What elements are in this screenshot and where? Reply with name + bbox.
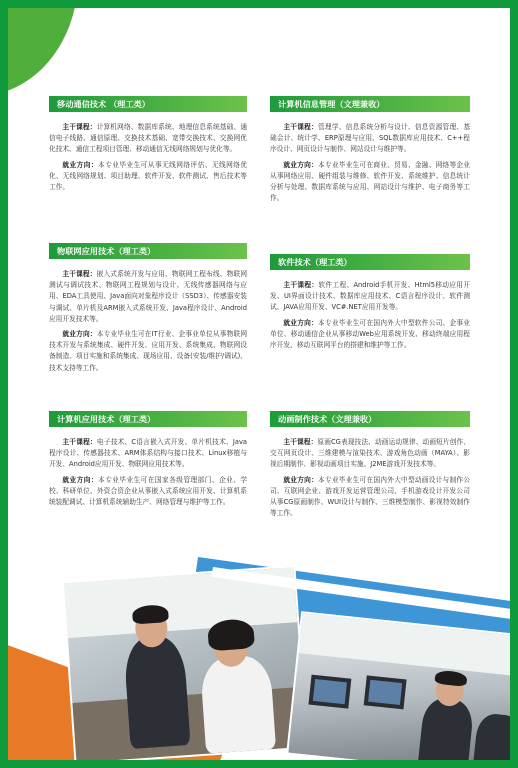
main-courses (270, 280, 470, 314)
section-software-technology (270, 254, 470, 355)
career-label: 就业方向： (62, 160, 98, 169)
photo-student-girl (200, 654, 276, 754)
brochure-page (8, 8, 510, 760)
section-animation-production (270, 411, 470, 523)
main-courses-label: 主干课程： (62, 270, 97, 278)
career-direction (49, 329, 247, 374)
section-iot-application (49, 243, 247, 378)
career-direction (270, 475, 470, 520)
main-courses-text: 电子技术、C语言嵌入式开发、单片机技术、Java程序设计、传感器技术、ARM体系结构与接口技术、Linux移植与开发、Android应用开发、物联网应用技术等。 (49, 438, 247, 469)
career-text: 本专业毕业生可在国内外大中型软件公司、企事业单位、移动通信企业从事移动Web应用系统开发、移动终端应用程序开发、移动互联网平台的搭建和维护等工作。 (270, 318, 471, 350)
main-courses-label: 主干课程： (283, 281, 319, 289)
students-lab-photo (62, 565, 308, 760)
career-label: 就业方向： (62, 475, 98, 484)
career-label: 就业方向： (283, 160, 318, 169)
main-courses (49, 269, 247, 325)
main-courses-label: 主干课程： (62, 438, 97, 446)
section-title: 计算机应用技术（理工类） (49, 411, 247, 427)
main-courses (270, 437, 470, 471)
photo-screen (368, 680, 402, 705)
section-title: 软件技术（理工类） (270, 254, 470, 270)
section-title: 移动通信技术 （理工类） (49, 96, 247, 112)
photo-student-boy (123, 635, 191, 749)
main-courses-text: 管理学、信息系统分析与设计、信息资源管理、基础会计、统计学、ERP原理与应用、SQL数据库应用技术、C++程序设计、网页设计与制作、网站设计与维护等。 (270, 123, 471, 154)
main-courses (49, 437, 247, 471)
section-computer-application (49, 411, 247, 512)
section-title: 动画制作技术（文理兼收） (270, 411, 470, 427)
green-corner-decoration (8, 8, 78, 96)
career-label: 就业方向： (283, 475, 318, 484)
career-text: 本专业毕业生可从事无线网络评估、无线网络优化、无线网络规划、项目助理、软件开发、软件测试、售后技术等工作。 (49, 160, 248, 192)
career-label: 就业方向： (62, 330, 97, 339)
main-courses (270, 122, 470, 156)
career-direction (270, 160, 470, 205)
section-title: 计算机信息管理（文理兼收） (270, 96, 470, 112)
career-text: 本专业毕业生可在IT行业、企事业单位从事物联网技术开发与系统集成、硬件开发、应用开发、系统集成、物联网设备制造、项目实施和系统集成、现场应用、设备(安装/维护/调试)、技术支持等工作。 (49, 330, 248, 372)
career-label: 就业方向： (283, 318, 318, 327)
career-direction (270, 318, 470, 352)
section-mobile-communication (49, 96, 247, 197)
main-courses-text: 嵌入式系统开发与应用、物联网工程布线、物联网测试与调试技术、物联网工程规划与设计、无线传感器网络与应用、EDA工具使用、Java面向对象程序设计（SSD3）、传感器安装与调试、单片机及ARM嵌入式系统开发、Java程序设计、Android应用开发技术等。 (49, 270, 248, 323)
career-text: 本专业毕业生可在国内外大中型动画设计与制作公司、互联网企业、游戏开发运营管理公司、手机游戏设计开发公司从事CG原画制作、WUI设计与制作、三维模型制作、影视特效制作等工作。 (270, 475, 471, 518)
career-direction (49, 160, 247, 194)
main-courses-text: 计算机网络、数据库系统、地理信息系统基础、通信电子线路、通信原理、交换技术基础、宽带交换技术、交换网优化技术、通信工程项目管理、移动通信无线网络规划与优化等。 (49, 123, 248, 154)
main-courses-text: 软件工程、Android手机开发、Html5移动应用开发、UI界面设计技术、数据库应用技术、C语言程序设计、软件测试、JAVA应用开发、VC#.NET应用开发等。 (270, 281, 471, 312)
photo-student (418, 697, 475, 760)
career-direction (49, 475, 247, 509)
section-title: 物联网应用技术（理工类） (49, 243, 247, 259)
section-computer-info-management (270, 96, 470, 208)
photo-student (472, 712, 510, 760)
main-courses-text: 原画CG表现技法、动画运动规律、动画短片创作、交互网页设计、三维建模与渲染技术、游戏角色动画（MAYA）、影视后期制作、影视动画项目实施、J2ME游戏开发技术等。 (270, 438, 471, 469)
photo-screen (313, 679, 347, 704)
main-courses-label: 主干课程： (283, 123, 318, 131)
computer-lab-photo (286, 611, 510, 760)
career-text: 本专业毕业生可在国家各级管理部门、企业、学校、科研单位、外资合资企业从事嵌入式系统应用开发、计算机系统装配调试、计算机系统辅助生产、网络管理与维护等工作。 (49, 475, 248, 507)
main-courses-label: 主干课程： (62, 123, 97, 131)
photo-band (8, 563, 510, 760)
career-text: 本专业毕业生可在商业、贸易、金融、网络等企业从事网络应用、硬件组装与维修、软件开发、系统维护、信息统计分析与处理、数据库系统与应用、网站设计与维护、电子商务等工作。 (270, 160, 471, 203)
main-courses (49, 122, 247, 156)
main-courses-label: 主干课程： (283, 438, 318, 446)
